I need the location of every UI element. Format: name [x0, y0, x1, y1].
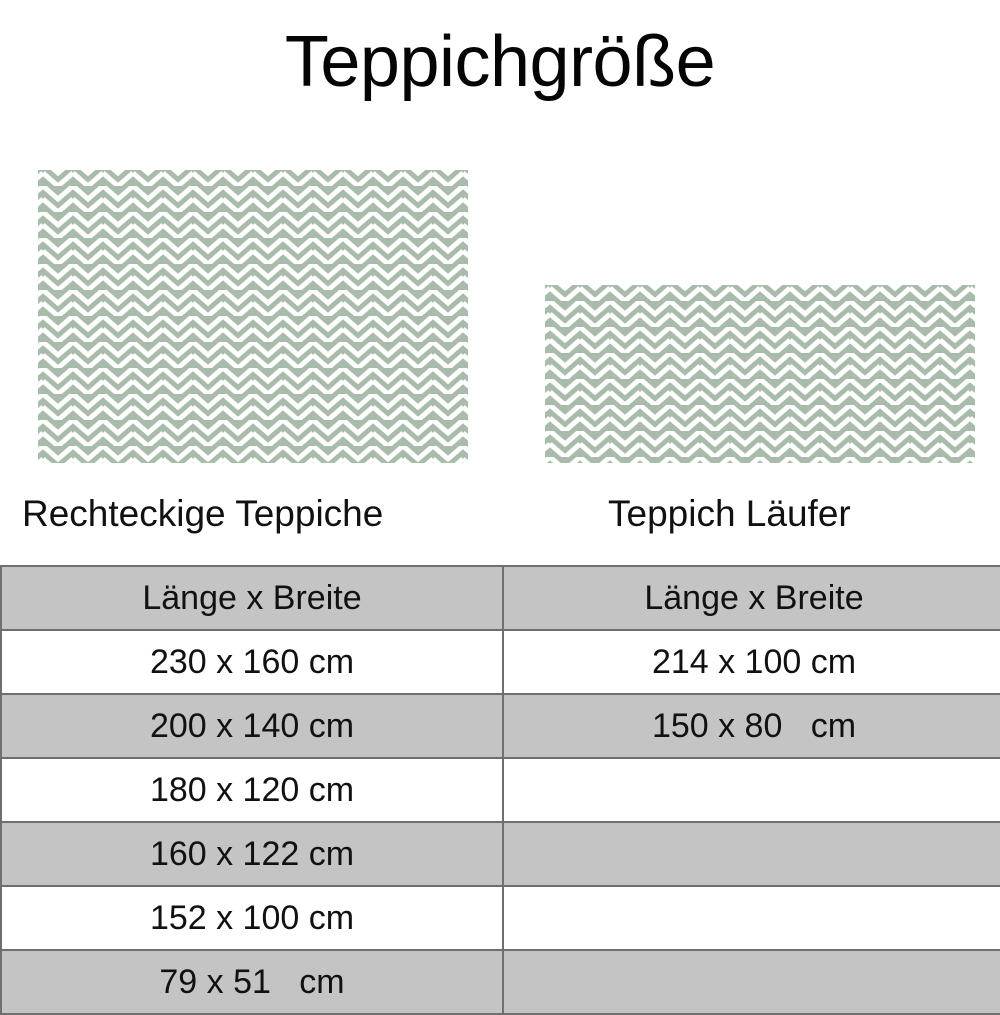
size-cell-rectangular: 200 x 140 cm [1, 694, 503, 758]
size-cell-runner: 214 x 100 cm [503, 630, 1000, 694]
page-title: Teppichgröße [284, 22, 716, 102]
table-header-rectangular: Länge x Breite [1, 566, 503, 630]
size-cell-runner-empty [503, 950, 1000, 1014]
size-cell-runner: 150 x 80 cm [503, 694, 1000, 758]
table-row [1, 886, 1000, 950]
runner-rug-swatch [545, 285, 975, 463]
size-cell-rectangular: 180 x 120 cm [1, 758, 503, 822]
table-row [1, 950, 1000, 1014]
table-row [1, 758, 1000, 822]
chevron-pattern-icon [545, 285, 975, 463]
size-table [0, 565, 1000, 1015]
size-cell-runner-empty [503, 822, 1000, 886]
size-cell-rectangular: 160 x 122 cm [1, 822, 503, 886]
size-cell-runner-empty [503, 758, 1000, 822]
size-cell-rectangular: 79 x 51 cm [1, 950, 503, 1014]
table-header-runner: Länge x Breite [503, 566, 1000, 630]
size-cell-runner-empty [503, 886, 1000, 950]
table-row [1, 694, 1000, 758]
rectangular-rug-swatch [38, 170, 468, 463]
table-row [1, 822, 1000, 886]
table-row [1, 630, 1000, 694]
chevron-pattern-icon [38, 170, 468, 463]
table-header-row [1, 566, 1000, 630]
size-cell-rectangular: 230 x 160 cm [1, 630, 503, 694]
rectangular-rug-caption: Rechteckige Teppiche [22, 493, 384, 534]
size-cell-rectangular: 152 x 100 cm [1, 886, 503, 950]
runner-rug-caption: Teppich Läufer [608, 493, 851, 534]
